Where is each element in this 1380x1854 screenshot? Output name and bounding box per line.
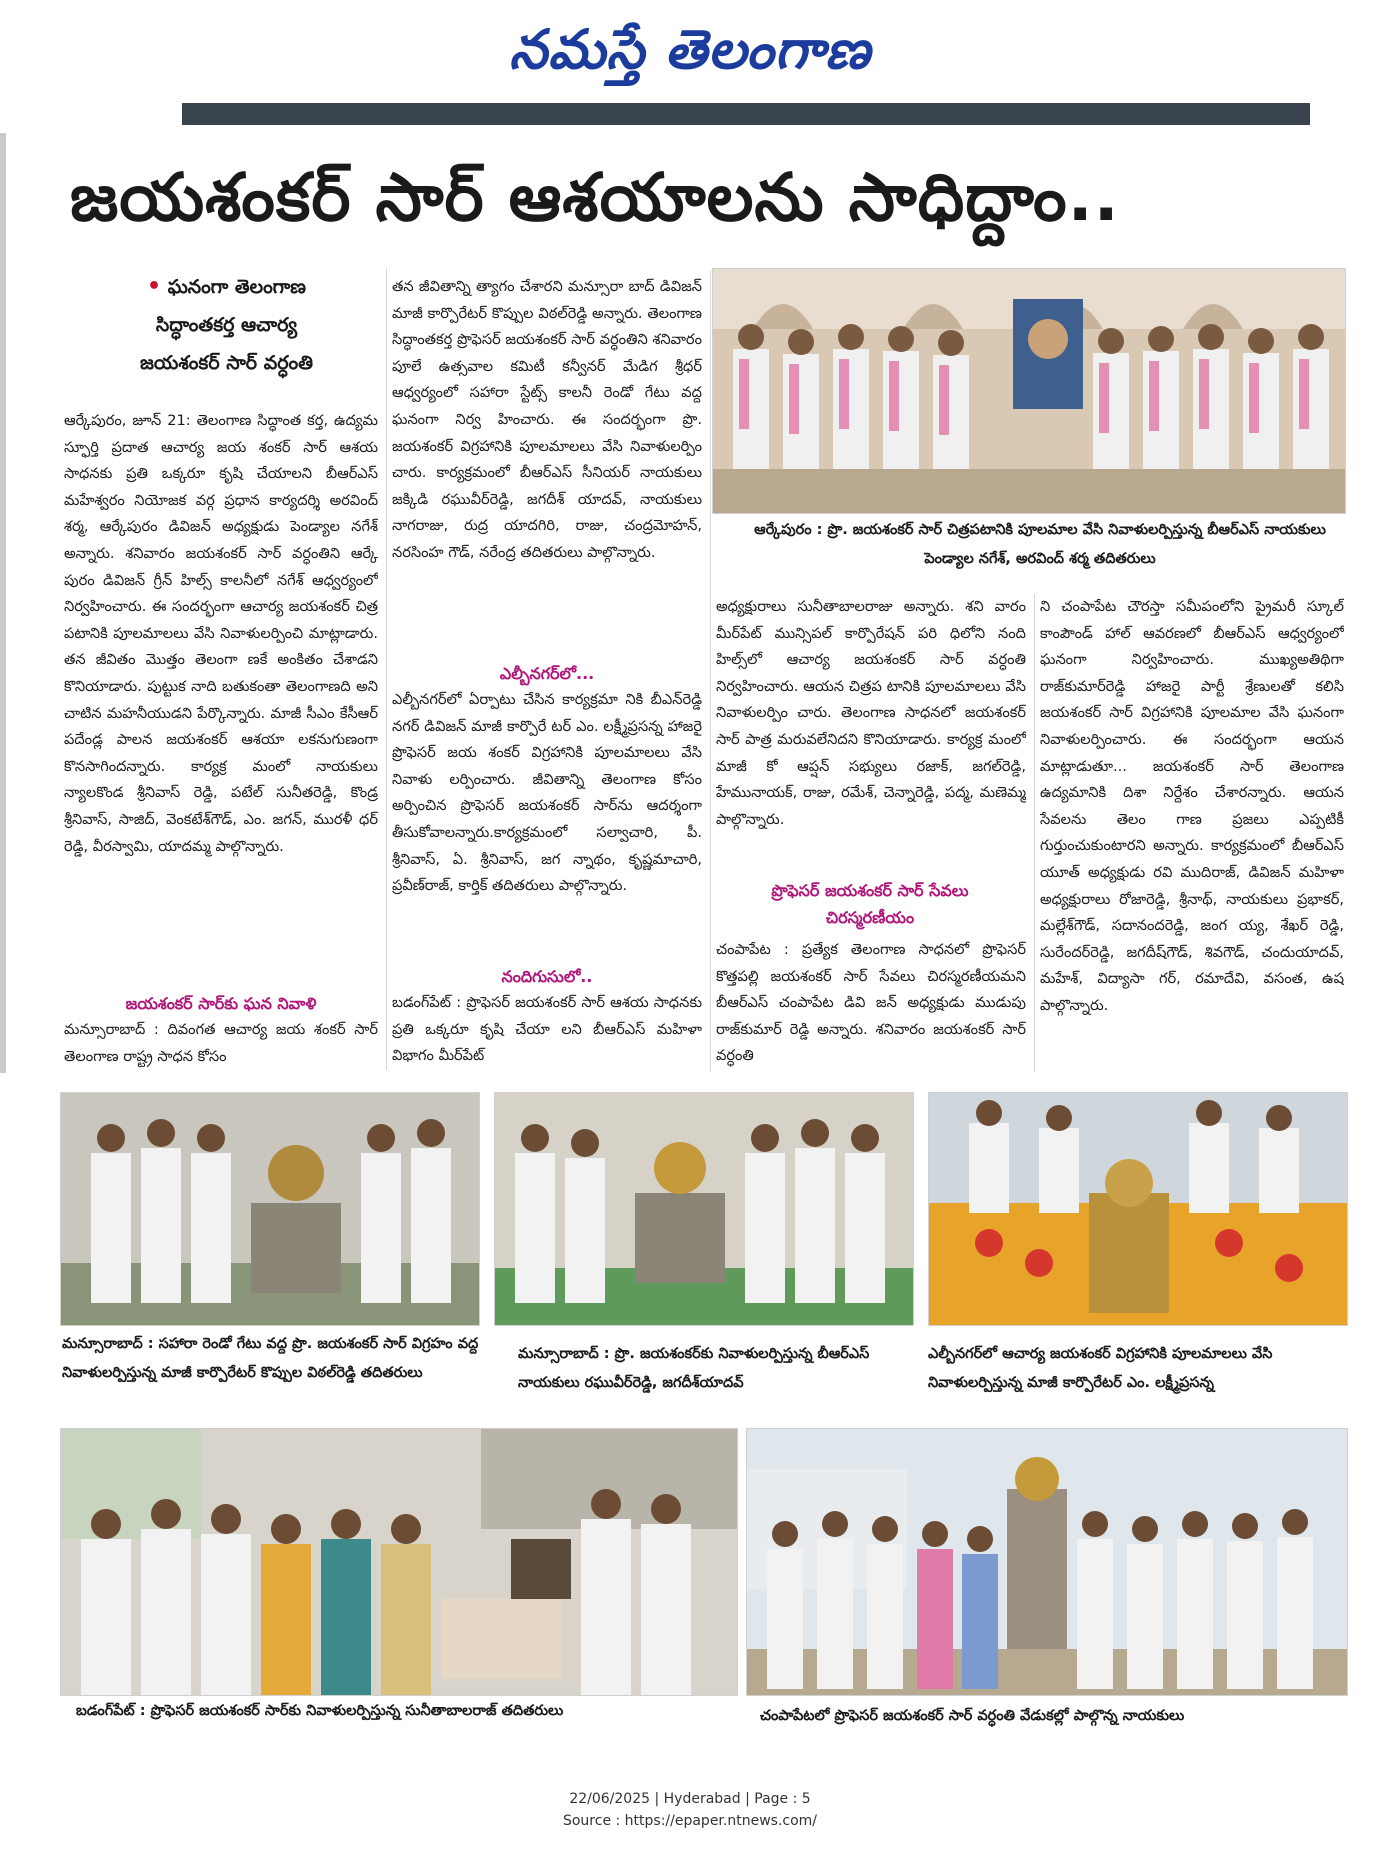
masthead <box>0 0 1380 100</box>
group-with-portrait-photo-art <box>713 269 1345 513</box>
footer-date-page: 22/06/2025 | Hyderabad | Page : 5 <box>569 1791 811 1807</box>
left-margin-rule <box>0 133 6 1073</box>
subhead-line-1: • ఘనంగా తెలంగాణ <box>147 274 306 299</box>
column-2-body: తన జీవితాన్ని త్యాగం చేశారని మన్సూరా బాద్ డివిజన్ మాజీ కార్పొరేటర్ కొప్పుల విఠల్‌రెడ్డి అన్నారు. తెలంగాణ సిద్ధాంతకర్త ప్రొఫెసర్ జయశంకర్ సార్ వర్ధంతిని శనివారం పూలే ఉత్సవాల కమిటీ కన్వీనర్ మేడిగ శ్రీధర్ ఆధ్వర్యంలో సహారా స్టేట్స్ కాలనీ రెండో గేటు వద్ద ఘనంగా నిర్వ హించారు. ఈ సందర్భంగా ప్రొ. జయశంకర్ విగ్రహానికి పూలమాలలు వేసి నివాళులర్పిం చారు. కార్యక్రమంలో బీఆర్ఎస్ సీనియర్ నాయకులు జక్కిడి రఘువీర్‌రెడ్డి, జగదీశ్ యాదవ్, నాయకులు నాగరాజు, రుద్ర యాదగిరి, రాజు, చంద్రమోహన్, నరసింహ గౌడ్, నరేంద్ర తదితరులు పాల్గొన్నారు. <box>392 278 702 561</box>
indoor-portrait-tribute-photo-art <box>61 1429 737 1695</box>
photo-2-caption: మన్సూరాబాద్ : ప్రొ. జయశంకర్‌కు నివాళులర్పిస్తున్న బీఆర్ఎస్ నాయకులు రఘువీర్‌రెడ్డి, జగదీశ్‌యాదవ్ <box>518 1346 870 1391</box>
bullet-icon: • <box>147 274 162 299</box>
photo-1-caption: మన్సూరాబాద్ : సహారా రెండో గేటు వద్ద ప్రొ. జయశంకర్ సార్ విగ్రహం వద్ద నివాళులర్పిస్తున్న మాజీ కార్పొరేటర్ కొప్పుల విఠల్‌రెడ్డి తదితరులు <box>62 1336 479 1381</box>
page-headline: జయశంకర్ సార్ ఆశయాలను సాధిద్దాం.. <box>70 159 1120 236</box>
article-column-4 <box>1040 594 1344 1072</box>
top-photo-caption: ఆర్కేపురం : ప్రొ. జయశంకర్ సార్ చిత్రపటానికి పూలమాల వేసి నివాళులర్పిస్తున్న బీఆర్ఎస్ నాయకులు పెండ్యాల నగేశ్, అరవింద్ శర్మ తదితరులు <box>754 522 1326 567</box>
outdoor-statue-group-photo-art <box>747 1429 1347 1695</box>
photo-5-caption: చంపాపేటలో ప్రొఫెసర్ జయశంకర్ సార్ వర్ధంతి వేడుకల్లో పాల్గొన్న నాయకులు <box>760 1708 1185 1724</box>
article-column-3 <box>716 594 1026 870</box>
section-head-services: ప్రొఫెసర్ జయశంకర్ సార్ సేవలు చిరస్మరణీయం <box>771 881 969 927</box>
section-head-lbnagar: ఎల్బీనగర్‌లో... <box>499 664 595 683</box>
article-column-2-part-2: ఎల్బీనగర్‌లో ఏర్పాటు చేసిన కార్యక్రమా నికి బీఎన్‌రెడ్డి నగర్ డివిజన్ మాజీ కార్పొరే టర్ ఎం. లక్ష్మీప్రసన్న హాజరై ప్రొఫెసర్ జయ శంకర్ విగ్రహానికి పూలమాలలు వేసి నివాళు లర్పించారు. జీవితాన్ని తెలంగాణ కోసం అర్పించిన ప్రొఫెసర్ జయశంకర్ సార్‌ను ఆదర్శంగా తీసుకోవాలన్నారు.కార్యక్రమంలో సల్వాచారి, పీ. శ్రీనివాస్, ఏ. శ్రీనివాస్, జగ న్నాథం, కృష్ణమాచారి, ప్రవీణ్‌రాజ్, కార్తిక్ తదితరులు పాల్గొన్నారు. <box>392 691 702 895</box>
column-divider <box>1034 594 1035 1072</box>
photo-3-caption: ఎల్బీనగర్‌లో ఆచార్య జయశంకర్ విగ్రహానికి పూలమాలలు వేసి నివాళులర్పిస్తున్న మాజీ కార్పొరేటర్ ఎం. లక్ష్మీప్రసన్న <box>928 1346 1273 1391</box>
column-3-body: అధ్యక్షురాలు సునీతాబాలరాజు అన్నారు. శని వారం మీర్‌పేట్ మున్సిపల్ కార్పొరేషన్ పరి ధిలోని నంది హిల్స్‌లో ఆచార్య జయశంకర్ సార్ వర్ధంతి నిర్వహించారు. ఆయన చిత్రప టానికి పూలమాలలు వేసి నివాళులర్పిం చారు. తెలంగాణ సాధనలో జయశంకర్ సార్ పాత్ర మరువలేనిదని కొనియాడారు. కార్యక్ర మంలో మాజీ కో ఆప్షన్ సభ్యులు రజాక్, జగల్‌రెడ్డి, హేమునాయక్, రాజు, రమేశ్, చెన్నారెడ్డి, పద్మ, మణెమ్మ పాల్గొన్నారు. <box>716 598 1026 828</box>
statue-group-photo-2-art <box>495 1093 913 1325</box>
masthead-banner-bar <box>182 103 1310 125</box>
statue-group-photo-1-art <box>61 1093 479 1325</box>
column-divider <box>710 270 711 1072</box>
column-divider <box>386 268 387 1070</box>
section-head-nandigusu: నందిగుసులో.. <box>501 967 593 986</box>
subhead-block <box>74 268 379 398</box>
newspaper-logo: నమస్తే తెలంగాణ <box>509 17 871 81</box>
column-1-body: ఆర్కేపురం, జూన్ 21: తెలంగాణ సిద్ధాంత కర్త, ఉద్యమ స్ఫూర్తి ప్రదాత ఆచార్య జయ శంకర్ సార్ ఆశయ సాధనకు ప్రతి ఒక్కరూ కృషి చేయాలని బీఆర్ఎస్ మహేశ్వరం నియోజక వర్గ ప్రధాన కార్యదర్శి అరవింద్ శర్మ, ఆర్కేపురం డివిజన్ అధ్యక్షుడు పెండ్యాల నగేశ్ అన్నారు. శనివారం జయశంకర్ సార్ వర్ధంతిని ఆర్కే పురం డివిజన్ గ్రీన్ హిల్స్ కాలనీలో నగేశ్ ఆధ్వర్యంలో నిర్వహించారు. ఈ సందర్భంగా ఆచార్య జయశంకర్ చిత్ర పటానికి పూలమాలలు వేసి నివాళులర్పించి మాట్లాడారు. తన జీవితం మొత్తం తెలంగా ణకే అంకితం చేశాడని కొనియాడారు. పుట్టుక నాది బతుకంతా తెలంగాణది అని చాటిన మహనీయుడని పేర్కొన్నారు. మాజీ సీఎం కేసీఆర్ పదేండ్ల పాలన జయశంకర్ ఆశయా లకనుగుణంగా కొనసాగిందన్నారు. కార్యక్ర మంలో నాయకులు న్యాలకొండ శ్రీనివాస్ రెడ్డి, పటేల్ సునీతరెడ్డి, కొండ్ర శ్రీనివాస్, సాజిద్, వెంకటేశ్‌గౌడ్, ఎం. జగన్, మురళీ ధర్ రెడ్డి, వీరస్వామి, యాదమ్మ పాల్గొన్నారు. <box>64 412 378 855</box>
article-column-2 <box>392 274 702 656</box>
section-head-tribute: జయశంకర్ సార్‌కు ఘన నివాళి <box>125 994 317 1013</box>
photo-4-caption: బడంగ్‌పేట్ : ప్రొఫెసర్ జయశంకర్ సార్‌కు నివాళులర్పిస్తున్న సునీతాబాలరాజ్ తదితరులు <box>76 1703 564 1719</box>
outdoor-statue-group-photo <box>746 1428 1348 1696</box>
garlanded-statue-photo <box>928 1092 1348 1326</box>
page-footer <box>0 1788 1380 1832</box>
footer-source: Source : https://epaper.ntnews.com/ <box>562 1813 818 1829</box>
statue-group-photo-2 <box>494 1092 914 1326</box>
statue-group-photo-1 <box>60 1092 480 1326</box>
group-with-portrait-photo <box>712 268 1346 514</box>
article-column-3-part-2: చంపాపేట : ప్రత్యేక తెలంగాణ సాధనలో ప్రొఫెసర్ కొత్తపల్లి జయశంకర్ సార్ సేవలు చిరస్మరణీయమని బీఆర్ఎస్ చంపాపేట డివి జన్ అధ్యక్షుడు ముడుపు రాజ్‌కుమార్ రెడ్డి అన్నారు. శనివారం జయశంకర్ సార్ వర్ధంతి <box>716 941 1026 1065</box>
article-column-2-part-3: బడంగ్‌పేట్ : ప్రొఫెసర్ జయశంకర్ సార్ ఆశయ సాధనకు ప్రతి ఒక్కరూ కృషి చేయా లని బీఆర్ఎస్ మహిళా విభాగం మీర్‌పేట్ <box>392 994 702 1065</box>
subhead-line-2: సిద్ధాంతకర్త ఆచార్య <box>155 314 298 336</box>
garlanded-statue-photo-art <box>929 1093 1347 1325</box>
article-column-1 <box>64 408 378 988</box>
column-1-body-2: మన్సూరాబాద్ : దివంగత ఆచార్య జయ శంకర్ సార్ తెలంగాణ రాష్ట్ర సాధన కోసం <box>64 1021 378 1065</box>
indoor-portrait-tribute-photo <box>60 1428 738 1696</box>
column-4-body: ని చంపాపేట చౌరస్తా సమీపంలోని ప్రైమరీ స్కూల్ కాంపౌండ్ హాల్ ఆవరణలో బీఆర్ఎస్ ఆధ్వర్యంలో ఘనంగా నిర్వహించారు. ముఖ్యఅతిథిగా రాజ్‌కుమార్‌రెడ్డి హాజరై పార్టీ శ్రేణులతో కలిసి జయశంకర్ సార్ విగ్రహానికి పూలమాల వేసి ఘనంగా నివాళులర్పించారు. ఈ సందర్భంగా ఆయన మాట్లాడుతూ... జయశంకర్ సార్ తెలంగాణ ఉద్యమానికి దిశా నిర్దేశం చేశారన్నారు. ఆయన సేవలను తెలం గాణ ప్రజలు ఎప్పటికీ గుర్తుంచుకుంటారని అన్నారు. కార్యక్రమంలో బీఆర్ఎస్ యూత్ అధ్యక్షుడు రవి ముదిరాజ్, డివిజన్ మహిళా అధ్యక్షురాలు రోజారెడ్డి, శ్రీనాథ్, నాయకులు ప్రభాకర్, మల్లేశ్‌గౌడ్, సదానందరెడ్డి, జంగ య్య, శేఖర్ రెడ్డి, సురేందర్‌రెడ్డి, జగదీష్‌గౌడ్, శివగౌడ్, చందుయాదవ్, మహేశ్, విద్యాసా గర్, రమాదేవి, వసంత, ఉష పాల్గొన్నారు. <box>1040 598 1344 1014</box>
subhead-line-3: జయశంకర్ సార్ వర్ధంతి <box>140 352 313 374</box>
